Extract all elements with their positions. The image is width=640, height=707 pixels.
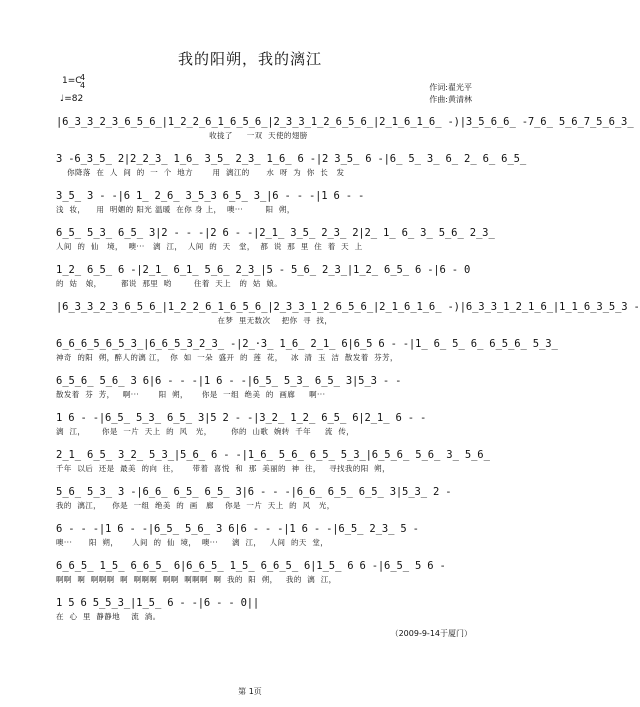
notation-line: 1 5 6 5̲5̲3̲|1̲5̲ 6 - -|6 - - 0|| bbox=[56, 597, 260, 609]
lyric-line: 散发着 芬 芳， 啊··· 阳 朔， 你是 一组 绝美 的 画廊 啊··· bbox=[56, 390, 326, 399]
score-row bbox=[56, 299, 640, 336]
notation-line: 6̲6̲6̲5̲6̲5̲3̲|6̲6̲5̲3̲2̲3̲ -|2̲·3̲ 1̲6̲ 2̲1̲ 6|6̲5 6 - -|1̲ 6̲ 5̲ 6̲ 6̲5̲6̲ 5̲3̲ bbox=[56, 338, 558, 350]
lyric-line: 神奇 的阳 朔，醉人的漓 江， 你 如 一朵 盛开 的 莲 花， 冰 清 玉 洁 散发着 芬芳， bbox=[56, 353, 398, 362]
song-title: 我的阳朔，我的漓江 bbox=[177, 50, 322, 68]
notation-line: 6̲6̲5̲ 1̲5̲ 6̲6̲5̲ 6|6̲6̲5̲ 1̲5̲ 6̲6̲5̲ 6|1̲5̲ 6 6 -|6̲5̲ 5 6 - bbox=[56, 560, 446, 572]
score-row bbox=[56, 558, 468, 595]
page-number: 第 1页 bbox=[238, 687, 262, 696]
score-row bbox=[56, 595, 468, 632]
notation-line: 6̲5̲6̲ 5̲6̲ 3 6|6 - - -|1 6 - -|6̲5̲ 5̲3̲ 6̲5̲ 3|5̲3 - - bbox=[56, 375, 402, 387]
notation-line: |6̲3̲3̲2̲3̲6̲5̲6̲|1̲2̲2̲6̲1̲6̲5̲6̲|2̲3̲3̲1̲2̲6̲5̲6̲|2̲1̲6̲1̲6̲ -)|3̲5̲6̲6̲ -7̲6̲ 5̲6̲7̲5̲6̲3̲ bbox=[56, 116, 634, 128]
score-row bbox=[56, 447, 490, 484]
notation-line: 3 -6̲3̲5̲ 2|2̲2̲3̲ 1̲6̲ 3̲5̲ 2̲3̲ 1̲6̲ 6 -|2 3̲5̲ 6 -|6̲ 5̲ 3̲ 6̲ 2̲ 6̲ 6̲5̲ bbox=[56, 153, 527, 165]
credits bbox=[429, 82, 472, 106]
lyric-line: 漓 江， 你是 一片 天上 的 风 光， 你的 山歌 婉转 千年 流 传， bbox=[56, 427, 355, 436]
lyric-line: 人间 的 仙 境， 噢··· 漓 江， 人间 的 天 堂， 都 说 那 里 住 着 天 上 bbox=[56, 242, 363, 251]
lyric-line: 你降落 在 人 间 的 一 个 地方 用 漓江的 水 呀 为 你 长 发 bbox=[56, 168, 345, 177]
lyric-line: 千年 以后 还是 最美 的向 往， 带着 喜悦 和 那 美丽的 神 往， 寻找我的阳 朔， bbox=[56, 464, 390, 473]
notation-line: |6̲3̲3̲2̲3̲6̲5̲6̲|1̲2̲2̲6̲1̲6̲5̲6̲|2̲3̲3̲1̲2̲6̲5̲6̲|2̲1̲6̲1̲6̲ -)|6̲3̲3̲1̲2̲1̲6̲|1̲1̲6̲3̲5̲3 - bbox=[56, 301, 640, 313]
lyric-line: 收拢了 一双 天使的翅膀 bbox=[56, 131, 308, 140]
score-body bbox=[56, 114, 640, 632]
score-row bbox=[56, 114, 634, 151]
meter-bottom: 4 bbox=[80, 81, 86, 90]
lyric-line: 我的 漓江， 你是 一组 绝美 的 画 廊 你是 一片 天上 的 风 光， bbox=[56, 501, 335, 510]
notation-line: 1̲2̲ 6̲5̲ 6 -|2̲1̲ 6̲1̲ 5̲6̲ 2̲3̲|5 - 5̲6̲ 2̲3̲|1̲2̲ 6̲5̲ 6 -|6 - 0 bbox=[56, 264, 471, 276]
lyric-line: 浅 妆， 用 明媚的 阳光 温暖 在你 身 上， 噢··· 阳 朔， bbox=[56, 205, 295, 214]
notation-line: 6̲5̲ 5̲3̲ 6̲5̲ 3|2 - - -|2 6 - -|2̲1̲ 3̲5̲ 2̲3̲ 2|2̲ 1̲ 6̲ 3̲ 5̲6̲ 2̲3̲ bbox=[56, 227, 495, 239]
lyric-line: 噢··· 阳 朔， 人间 的 仙 境， 噢··· 漓 江， 人间 的天 堂， bbox=[56, 538, 329, 547]
score-row bbox=[56, 336, 558, 373]
score-row bbox=[56, 225, 495, 262]
score-row bbox=[56, 188, 468, 225]
composition-date: （2009-9-14于厦门） bbox=[390, 629, 472, 638]
notation-line: 3̲5̲ 3 - -|6 1̲ 2̲6̲ 3̲5̲3 6̲5̲ 3̲|6 - - -|1 6 - - bbox=[56, 190, 365, 202]
notation-line: 1 6 - -|6̲5̲ 5̲3̲ 6̲5̲ 3|5 2 - -|3̲2̲ 1̲2̲ 6̲5̲ 6|2̲1̲ 6 - - bbox=[56, 412, 427, 424]
tempo-marking: ♩=82 bbox=[60, 94, 84, 104]
lyric-line: 的 姑 娘， 都说 那里 哟 住着 天上 的 姑 娘。 bbox=[56, 279, 283, 288]
composer: 作曲:黄清林 bbox=[429, 95, 472, 104]
score-row bbox=[56, 484, 468, 521]
score-row bbox=[56, 262, 471, 299]
score-row bbox=[56, 410, 468, 447]
score-row bbox=[56, 373, 468, 410]
notation-line: 6 - - -|1 6 - -|6̲5̲ 5̲6̲ 3 6|6 - - -|1 6 - -|6̲5̲ 2̲3̲ 5 - bbox=[56, 523, 419, 535]
lyric-line: 在 心 里 静静地 流 淌。 bbox=[56, 612, 161, 621]
score-row bbox=[56, 151, 527, 188]
notation-line: 2̲1̲ 6̲5̲ 3̲2̲ 5̲3̲|5̲6̲ 6 - -|1̲6̲ 5̲6̲ 6̲5̲ 5̲3̲|6̲5̲6̲ 5̲6̲ 3̲ 5̲6̲ bbox=[56, 449, 490, 461]
lyric-line: 在梦 里无数次 把你 寻 找， bbox=[56, 316, 333, 325]
key-signature: 1=C bbox=[62, 76, 82, 86]
time-signature bbox=[80, 74, 85, 90]
lyric-line: 啊啊 啊 啊啊啊 啊 啊啊啊 啊啊 啊啊啊 啊 我的 阳 朔， 我的 漓 江， bbox=[56, 575, 337, 584]
notation-line: 5̲6̲ 5̲3̲ 3 -|6̲6̲ 6̲5̲ 6̲5̲ 3|6 - - -|6̲6̲ 6̲5̲ 6̲5̲ 3|5̲3̲ 2 - bbox=[56, 486, 452, 498]
meter-top: 4 bbox=[80, 73, 86, 82]
lyricist: 作词:翟光平 bbox=[429, 83, 472, 92]
score-row bbox=[56, 521, 468, 558]
